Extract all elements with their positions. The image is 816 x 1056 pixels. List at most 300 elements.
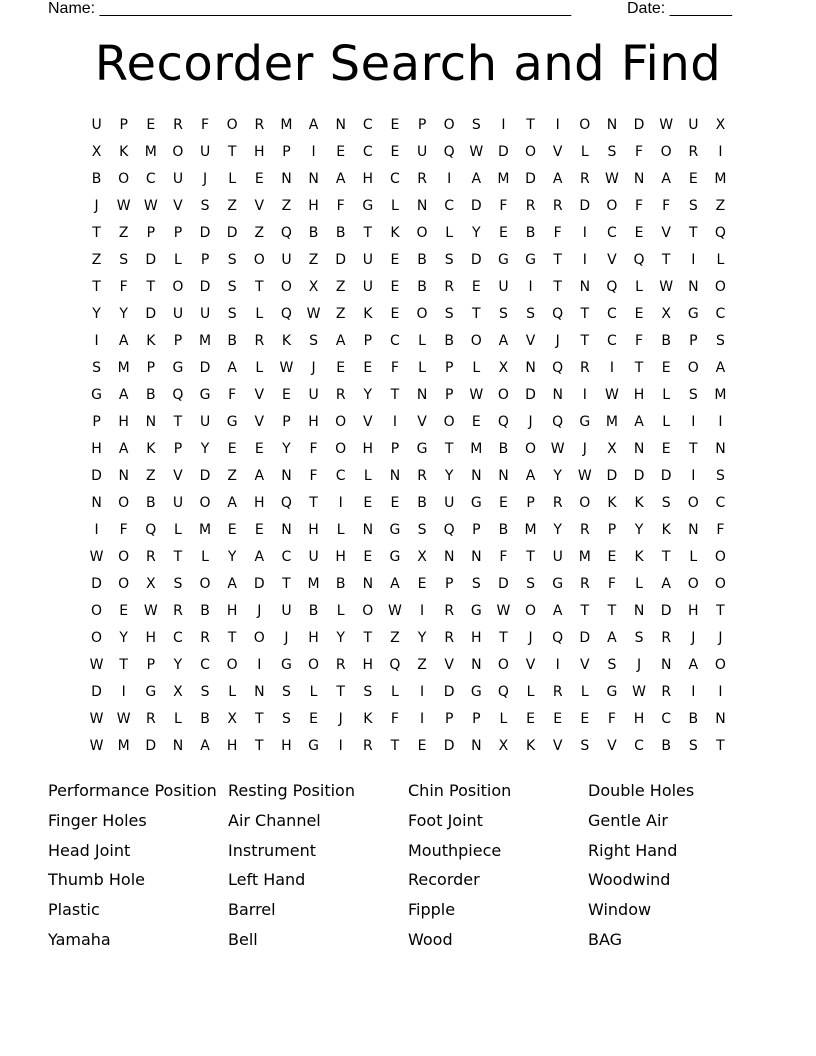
grid-cell: O [416, 225, 428, 241]
grid-cell: R [552, 495, 563, 511]
grid-cell: B [498, 522, 509, 538]
grid-cell: N [498, 468, 509, 484]
grid-cell: E [227, 441, 237, 457]
grid-cell: Y [553, 468, 562, 484]
grid-cell: O [525, 603, 537, 619]
grid-cell: E [363, 495, 373, 511]
letter-grid [83, 112, 734, 760]
grid-cell: Z [281, 198, 292, 214]
word-list-item: Mouthpiece [408, 840, 502, 860]
grid-cell: T [716, 603, 725, 619]
grid-cell: U [172, 495, 184, 511]
grid-cell: J [202, 171, 208, 187]
grid-cell: R [661, 684, 672, 700]
grid-cell: W [89, 549, 104, 565]
grid-row [83, 733, 734, 760]
grid-cell: E [390, 495, 400, 511]
grid-cell: J [338, 711, 343, 727]
grid-cell: P [173, 225, 183, 241]
grid-cell: O [91, 630, 103, 646]
grid-cell: C [390, 333, 400, 349]
grid-cell: D [579, 630, 591, 646]
grid-cell: V [254, 198, 265, 214]
grid-cell: Q [280, 225, 292, 241]
grid-cell: O [335, 441, 347, 457]
word-list-item: Recorder [408, 870, 480, 890]
grid-cell: I [94, 333, 99, 349]
grid-cell: E [499, 225, 508, 241]
grid-cell: R [444, 279, 455, 295]
grid-cell: O [606, 198, 618, 214]
grid-cell: L [174, 711, 182, 727]
grid-cell: R [688, 144, 699, 160]
grid-cell: L [580, 684, 589, 700]
grid-cell: O [687, 360, 699, 376]
grid-cell: E [471, 414, 481, 430]
grid-cell: V [254, 387, 265, 403]
grid-cell: O [416, 306, 428, 322]
grid-cell: D [145, 738, 157, 754]
grid-cell: E [254, 522, 264, 538]
grid-cell: D [91, 684, 102, 700]
grid-cell: T [580, 603, 590, 619]
grid-cell: D [145, 306, 157, 322]
grid-cell: Z [227, 468, 237, 484]
grid-cell: A [390, 576, 400, 592]
grid-cell: D [199, 360, 211, 376]
grid-cell: G [172, 360, 184, 376]
grid-cell: F [716, 522, 725, 538]
grid-cell: P [444, 387, 454, 403]
grid-row [83, 598, 734, 625]
grid-cell: L [418, 333, 426, 349]
grid-cell: E [634, 306, 644, 322]
grid-cell: B [308, 225, 319, 241]
grid-cell: B [200, 603, 210, 619]
grid-cell: L [201, 549, 209, 565]
grid-cell: V [363, 414, 373, 430]
grid-cell: R [525, 198, 536, 214]
grid-cell: A [254, 549, 265, 565]
grid-cell: T [526, 117, 535, 133]
grid-cell: K [146, 441, 156, 457]
grid-cell: L [499, 711, 508, 727]
grid-cell: M [199, 522, 212, 538]
grid-cell: W [469, 387, 484, 403]
grid-row [83, 328, 734, 355]
grid-cell: U [498, 279, 509, 295]
grid-cell: I [718, 144, 723, 160]
grid-cell: E [390, 117, 400, 133]
grid-cell: F [228, 387, 237, 403]
grid-cell: P [444, 360, 454, 376]
grid-cell: G [470, 495, 482, 511]
grid-cell: G [389, 522, 401, 538]
grid-cell: C [444, 198, 455, 214]
grid-cell: E [390, 279, 400, 295]
grid-cell: D [91, 468, 102, 484]
grid-cell: E [336, 360, 346, 376]
grid-cell: Z [254, 225, 265, 241]
grid-cell: E [417, 576, 427, 592]
grid-cell: H [145, 630, 157, 646]
grid-cell: B [688, 711, 699, 727]
grid-cell: W [279, 360, 294, 376]
grid-cell: J [257, 603, 262, 619]
grid-cell: O [714, 549, 726, 565]
grid-cell: U [281, 252, 292, 268]
grid-cell: T [661, 549, 671, 565]
grid-cell: W [605, 171, 619, 187]
grid-cell: T [472, 306, 481, 322]
grid-cell: E [254, 441, 264, 457]
grid-cell: E [119, 603, 129, 619]
grid-cell: S [688, 198, 698, 214]
grid-cell: E [390, 252, 400, 268]
word-list-item: Bell [228, 929, 258, 949]
grid-cell: T [336, 684, 345, 700]
grid-cell: B [146, 495, 156, 511]
grid-cell: L [662, 387, 671, 403]
grid-row [83, 382, 734, 409]
grid-cell: N [633, 441, 645, 457]
grid-cell: G [416, 441, 428, 457]
grid-row [83, 490, 734, 517]
grid-cell: Y [444, 468, 454, 484]
grid-cell: M [714, 171, 727, 187]
grid-cell: D [199, 468, 211, 484]
grid-cell: M [714, 387, 727, 403]
grid-cell: W [116, 711, 131, 727]
grid-row [83, 355, 734, 382]
grid-cell: G [145, 684, 157, 700]
grid-cell: G [470, 603, 482, 619]
grid-cell: I [447, 171, 452, 187]
grid-cell: N [660, 657, 672, 673]
grid-cell: A [552, 603, 563, 619]
grid-cell: I [419, 711, 425, 727]
grid-cell: J [691, 630, 696, 646]
grid-cell: N [552, 387, 563, 403]
grid-cell: T [92, 225, 101, 241]
word-list-item: Instrument [228, 840, 317, 860]
grid-cell: R [444, 603, 455, 619]
grid-cell: C [715, 306, 726, 322]
grid-cell: N [172, 738, 184, 754]
grid-cell: Q [145, 522, 157, 538]
grid-cell: J [528, 630, 533, 646]
grid-cell: X [661, 306, 671, 322]
grid-cell: U [281, 603, 292, 619]
grid-cell: X [417, 549, 427, 565]
grid-cell: A [498, 333, 509, 349]
grid-cell: H [308, 522, 319, 538]
grid-cell: T [227, 144, 237, 160]
grid-cell: E [363, 360, 373, 376]
grid-cell: V [525, 657, 536, 673]
grid-cell: O [525, 441, 537, 457]
grid-cell: A [634, 414, 644, 430]
grid-cell: S [607, 144, 617, 160]
grid-cell: P [282, 414, 291, 430]
grid-cell: Q [172, 387, 184, 403]
grid-cell: G [606, 684, 618, 700]
grid-cell: Y [119, 306, 128, 322]
grid-cell: F [607, 576, 616, 592]
grid-cell: O [497, 387, 509, 403]
grid-cell: W [143, 603, 158, 619]
grid-cell: D [498, 144, 509, 160]
grid-cell: D [470, 252, 482, 268]
grid-cell: Z [227, 198, 237, 214]
grid-cell: L [228, 171, 237, 187]
grid-cell: I [501, 117, 506, 133]
grid-cell: F [635, 333, 644, 349]
grid-cell: E [390, 306, 400, 322]
grid-cell: H [254, 144, 265, 160]
grid-cell: W [306, 306, 321, 322]
grid-cell: O [497, 657, 509, 673]
grid-cell: S [607, 657, 617, 673]
grid-cell: F [336, 198, 345, 214]
grid-cell: S [661, 495, 671, 511]
grid-cell: Z [335, 279, 346, 295]
grid-cell: P [417, 117, 427, 133]
grid-cell: F [499, 549, 508, 565]
grid-cell: R [552, 198, 563, 214]
word-list-item: Chin Position [408, 781, 512, 800]
grid-cell: J [311, 360, 316, 376]
grid-cell: T [255, 711, 264, 727]
grid-cell: F [309, 468, 318, 484]
grid-cell: D [525, 387, 536, 403]
grid-cell: T [553, 279, 562, 295]
grid-cell: U [552, 549, 563, 565]
grid-cell: Y [92, 306, 101, 322]
grid-cell: J [555, 333, 560, 349]
grid-cell: K [607, 495, 617, 511]
grid-cell: D [633, 117, 645, 133]
grid-cell: T [580, 306, 590, 322]
grid-cell: E [526, 711, 535, 727]
grid-cell: N [688, 279, 699, 295]
grid-cell: G [199, 387, 211, 403]
grid-cell: I [121, 684, 126, 700]
grid-cell: B [417, 495, 427, 511]
grid-cell: V [552, 738, 563, 754]
grid-cell: R [173, 603, 183, 619]
grid-cell: H [118, 414, 129, 430]
grid-cell: S [173, 576, 183, 592]
grid-cell: P [173, 441, 183, 457]
grid-cell: O [714, 576, 726, 592]
grid-cell: P [363, 333, 373, 349]
word-list-item: Window [588, 900, 652, 920]
grid-cell: Q [497, 414, 509, 430]
grid-cell: E [254, 171, 264, 187]
grid-cell: A [118, 333, 129, 349]
grid-cell: H [226, 603, 238, 619]
grid-cell: L [174, 522, 182, 538]
grid-row [83, 652, 734, 679]
grid-cell: G [362, 198, 374, 214]
grid-cell: R [579, 360, 590, 376]
grid-cell: X [173, 684, 183, 700]
grid-cell: T [444, 441, 454, 457]
grid-cell: Z [91, 252, 102, 268]
grid-cell: V [417, 414, 427, 430]
grid-row [83, 112, 734, 139]
grid-cell: Z [146, 468, 156, 484]
grid-cell: S [363, 684, 373, 700]
grid-cell: T [173, 414, 183, 430]
grid-cell: K [390, 225, 400, 241]
grid-cell: T [282, 576, 291, 592]
grid-cell: P [526, 495, 535, 511]
grid-row [83, 220, 734, 247]
grid-cell: R [417, 171, 427, 187]
name-field-label[interactable]: Name: _____________________________________________________ [48, 0, 572, 17]
grid-cell: R [444, 630, 455, 646]
grid-cell: H [362, 657, 374, 673]
grid-cell: A [308, 117, 319, 133]
word-list-item: Yamaha [48, 929, 111, 949]
grid-cell: E [282, 387, 291, 403]
grid-cell: D [498, 576, 509, 592]
grid-cell: M [578, 549, 591, 565]
grid-cell: A [227, 576, 237, 592]
word-list-item: BAG [588, 929, 623, 949]
date-field-label[interactable]: Date: _______ [627, 0, 732, 17]
grid-cell: R [579, 576, 590, 592]
grid-cell: Z [715, 198, 726, 214]
grid-cell: N [606, 117, 618, 133]
grid-cell: H [633, 387, 645, 403]
grid-cell: S [688, 387, 698, 403]
grid-cell: H [335, 549, 346, 565]
grid-cell: U [362, 252, 373, 268]
grid-cell: X [498, 360, 509, 376]
grid-cell: W [388, 603, 402, 619]
grid-cell: G [552, 576, 564, 592]
grid-cell: N [471, 657, 482, 673]
grid-cell: N [308, 171, 319, 187]
grid-cell: A [688, 657, 699, 673]
grid-cell: I [582, 225, 587, 241]
grid-cell: O [253, 252, 265, 268]
grid-cell: T [580, 333, 590, 349]
word-list-item: Left Hand [228, 870, 306, 890]
grid-cell: I [691, 468, 696, 484]
grid-cell: J [94, 198, 99, 214]
grid-cell: K [146, 333, 156, 349]
grid-cell: S [444, 252, 454, 268]
grid-cell: Z [390, 630, 400, 646]
grid-cell: S [281, 711, 291, 727]
grid-row [83, 247, 734, 274]
grid-cell: S [309, 333, 318, 349]
grid-cell: C [173, 630, 183, 646]
grid-cell: Y [227, 549, 237, 565]
grid-cell: B [417, 279, 427, 295]
grid-row [83, 139, 734, 166]
grid-cell: B [444, 333, 454, 349]
grid-cell: L [336, 522, 345, 538]
grid-cell: A [118, 387, 129, 403]
grid-cell: S [281, 684, 291, 700]
grid-cell: X [308, 279, 319, 295]
grid-cell: N [633, 171, 645, 187]
grid-cell: J [718, 630, 723, 646]
grid-cell: T [553, 252, 562, 268]
grid-cell: F [662, 198, 671, 214]
grid-cell: O [118, 171, 130, 187]
grid-cell: E [227, 522, 237, 538]
word-list-row [48, 806, 768, 836]
grid-cell: K [634, 549, 644, 565]
grid-cell: R [335, 657, 346, 673]
header [48, 0, 748, 20]
grid-cell: U [308, 387, 319, 403]
grid-cell: E [553, 711, 563, 727]
grid-cell: W [469, 144, 484, 160]
grid-cell: G [281, 657, 292, 673]
grid-cell: R [254, 117, 265, 133]
grid-cell: X [498, 738, 509, 754]
grid-cell: P [119, 117, 128, 133]
grid-cell: I [257, 657, 262, 673]
grid-cell: A [335, 333, 346, 349]
grid-cell: N [254, 684, 265, 700]
grid-cell: H [688, 603, 699, 619]
grid-cell: Y [634, 522, 644, 538]
word-list-row [48, 865, 768, 895]
grid-cell: V [607, 252, 617, 268]
grid-cell: I [691, 684, 696, 700]
grid-cell: E [336, 144, 346, 160]
grid-cell: E [580, 711, 590, 727]
grid-cell: S [444, 306, 454, 322]
grid-cell: F [635, 144, 644, 160]
grid-cell: A [715, 360, 726, 376]
grid-cell: I [338, 738, 343, 754]
grid-cell: D [443, 684, 455, 700]
grid-cell: U [308, 549, 319, 565]
grid-cell: E [661, 360, 671, 376]
grid-cell: B [661, 333, 671, 349]
grid-cell: A [200, 738, 210, 754]
grid-cell: W [496, 603, 511, 619]
grid-cell: Y [200, 441, 210, 457]
grid-cell: S [471, 576, 481, 592]
grid-cell: S [200, 684, 210, 700]
grid-cell: W [605, 387, 619, 403]
grid-cell: U [172, 306, 184, 322]
grid-cell: O [91, 603, 103, 619]
grid-cell: G [579, 414, 591, 430]
grid-cell: F [119, 522, 128, 538]
grid-row [83, 571, 734, 598]
grid-cell: E [309, 711, 318, 727]
grid-cell: S [92, 360, 101, 376]
grid-cell: Q [552, 360, 564, 376]
grid-cell: L [635, 279, 643, 295]
grid-cell: O [308, 657, 320, 673]
word-list [48, 776, 768, 955]
grid-cell: W [659, 117, 674, 133]
grid-cell: I [392, 414, 397, 430]
grid-cell: V [552, 144, 563, 160]
